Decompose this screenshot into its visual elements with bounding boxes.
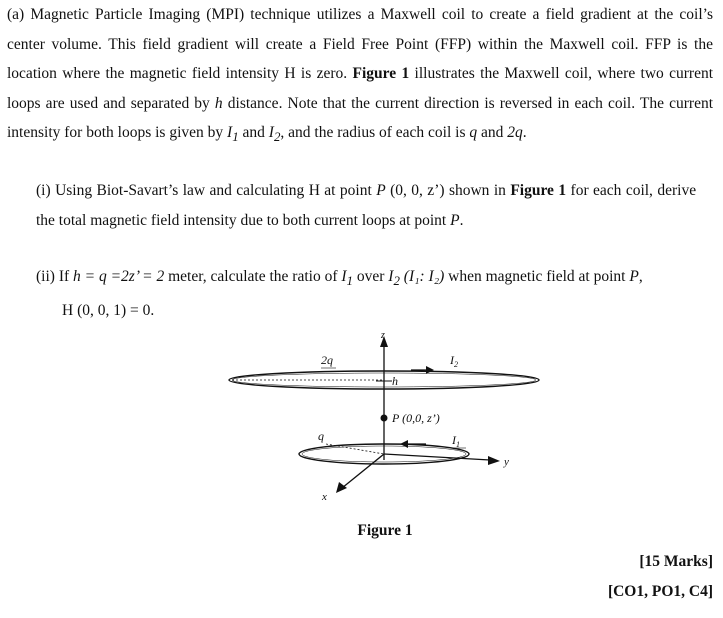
period: . bbox=[522, 124, 527, 141]
label-p: P (0,0, z’) bbox=[392, 411, 440, 425]
intro-text-3: distance. Note that the current direction is reversed in each coil. The current intensity for both loops is given by bbox=[7, 94, 714, 141]
intro-text-2: illustrates the Maxwell coil, where two current loops are used and separated by bbox=[7, 65, 714, 112]
word-and: and bbox=[242, 124, 265, 141]
part-ii-text-2: meter, calculate the ratio of bbox=[168, 268, 338, 285]
ratio-over: over bbox=[356, 268, 385, 285]
label-q: q bbox=[318, 429, 324, 443]
comma: , bbox=[638, 268, 643, 285]
ratio-i1: $I_1$ bbox=[341, 268, 353, 289]
part-i-text-2: shown in bbox=[448, 182, 506, 199]
point-coords: (0, 0, z’) bbox=[390, 182, 445, 199]
period: . bbox=[459, 211, 464, 229]
part-i bbox=[36, 176, 696, 235]
y-axis-line bbox=[384, 454, 490, 460]
figure-caption: Figure 1 bbox=[357, 522, 413, 539]
condition: h = q =2z’ = 2 bbox=[73, 268, 165, 285]
x-axis-arrow-icon bbox=[336, 482, 347, 493]
intro-text-1: Magnetic Particle Imaging (MPI) technique utilizes a Maxwell coil to create a field gradient at the coil’s center volume. This field gradient will create a Field Free Point (FFP) within the Maxwell coil. FFP is the location where the magnetic field intensity H is zero. bbox=[7, 6, 714, 82]
label-i2: $I_2$ bbox=[450, 353, 458, 369]
ratio-i2: $I_2$ bbox=[388, 268, 400, 289]
symbol-i1: $I_1$ bbox=[227, 124, 239, 145]
part-ii-label: (ii) bbox=[36, 268, 55, 285]
radius-q-line bbox=[326, 444, 384, 454]
i1-arrow-icon bbox=[400, 440, 408, 448]
label-2q: 2q bbox=[321, 353, 333, 367]
axis-z-label: z bbox=[381, 330, 385, 341]
figure-reference-2: Figure 1 bbox=[510, 182, 567, 199]
axis-y-label: y bbox=[504, 456, 509, 468]
ratio-paren: (I₁: I₂) bbox=[403, 268, 445, 285]
symbol-h: h bbox=[214, 94, 223, 112]
word-and-2: and bbox=[480, 124, 504, 141]
symbol-q: q bbox=[469, 124, 478, 141]
y-axis-arrow-icon bbox=[488, 456, 500, 465]
symbol-2q: 2q bbox=[507, 124, 523, 141]
x-axis-line bbox=[342, 454, 384, 488]
symbol-i2: $I_2$ bbox=[268, 124, 281, 145]
axis-x-label: x bbox=[322, 491, 327, 503]
label-h: h bbox=[392, 374, 398, 388]
part-ii-text-1: If bbox=[58, 268, 70, 285]
part-i-text-1: Using Biot-Savart’s law and calculating H at point bbox=[55, 182, 372, 199]
label-i1: $I_1$ bbox=[452, 433, 460, 449]
point-p: P bbox=[376, 182, 386, 199]
question-a-paragraph bbox=[7, 0, 713, 152]
question-label: (a) bbox=[7, 6, 25, 23]
h-value: H (0, 0, 1) = 0. bbox=[62, 301, 155, 319]
part-ii bbox=[36, 262, 696, 325]
point-p-end: P bbox=[450, 211, 460, 229]
i2-arrow-icon bbox=[426, 366, 434, 374]
marks-total: [15 Marks] bbox=[639, 553, 713, 570]
maxwell-coil-figure bbox=[226, 330, 556, 510]
part-ii-text-3: when magnetic field at point bbox=[448, 268, 626, 285]
part-i-label: (i) bbox=[36, 182, 51, 199]
part-i-text-3: for each coil, derive the total magnetic field intensity due to both current loops at point bbox=[36, 182, 697, 229]
intro-text-4: , and the radius of each coil is bbox=[280, 124, 466, 141]
marks-outcomes: [CO1, PO1, C4] bbox=[607, 583, 713, 600]
point-p-ii: P bbox=[629, 268, 639, 285]
point-p-dot bbox=[381, 415, 388, 422]
figure-reference: Figure 1 bbox=[352, 65, 410, 82]
